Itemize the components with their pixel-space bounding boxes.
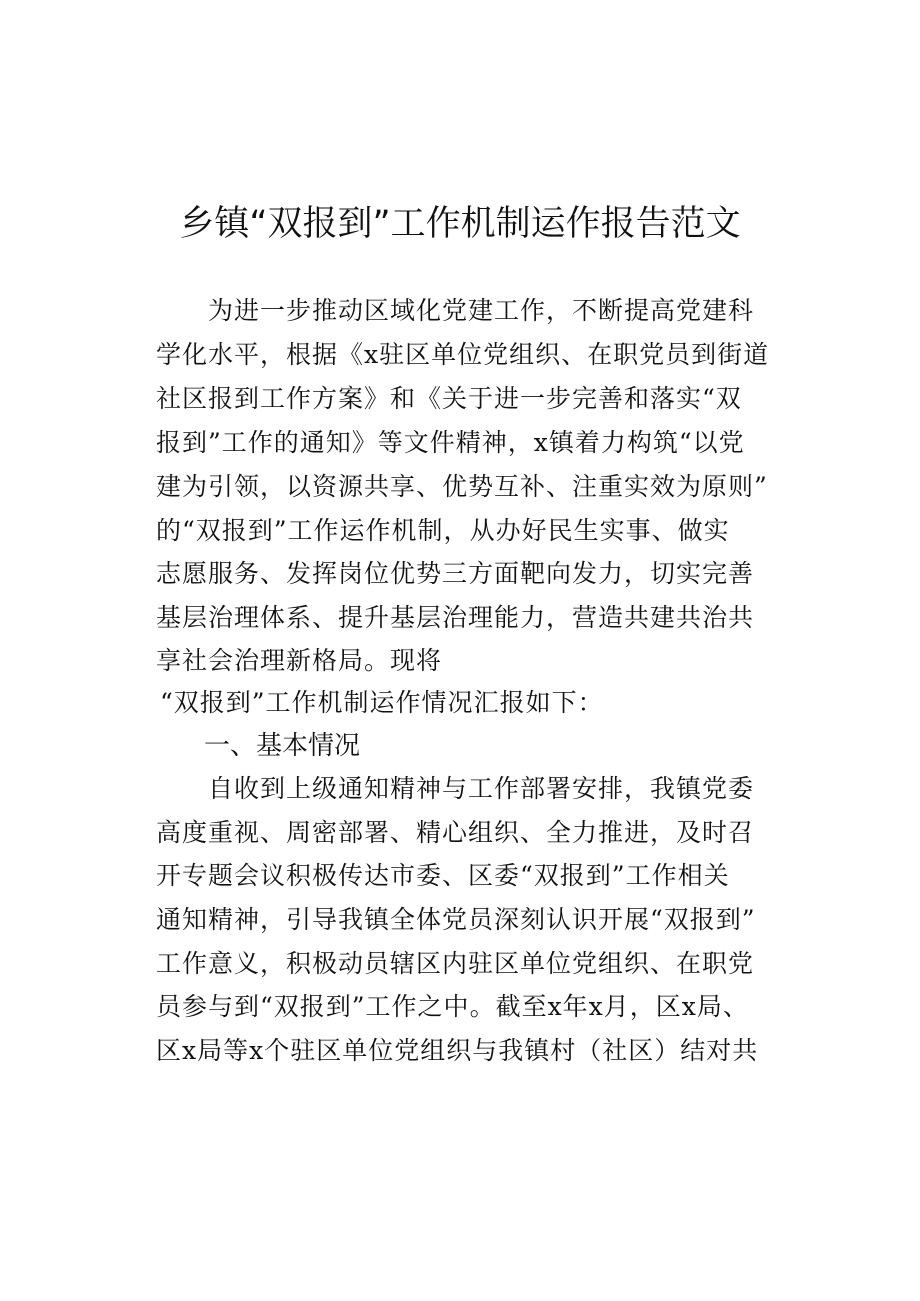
paragraph-line: 高度重视、周密部署、精心组织、全力推进，及时召 <box>156 818 755 847</box>
paragraph-line: 开专题会议积极传达市委、区委“双报到”工作相关 <box>156 861 730 890</box>
paragraph-line: 建为引领，以资源共享、优势互补、注重实效为原则” <box>156 472 768 501</box>
paragraph-line: 基层治理体系、提升基层治理能力，营造共建共治共 <box>156 603 755 632</box>
paragraph-line: 报到”工作的通知》等文件精神，x镇着力构筑“以党 <box>156 428 745 457</box>
paragraph-line: 自收到上级通知精神与工作部署安排，我镇党委 <box>208 774 755 803</box>
paragraph-line: 学化水平，根据《x驻区单位党组织、在职党员到街道 <box>156 340 770 369</box>
paragraph-line: 员参与到“双报到”工作之中。截至x年x月，区x局、 <box>156 992 749 1021</box>
paragraph-line: 工作意义，积极动员辖区内驻区单位党组织、在职党 <box>156 949 755 978</box>
paragraph-line: 志愿服务、发挥岗位优势三方面靶向发力，切实完善 <box>156 559 755 588</box>
section-heading: 一、基本情况 <box>204 731 361 761</box>
paragraph-line: 区x局等x个驻区单位党组织与我镇村（社区）结对共 <box>156 1036 759 1065</box>
paragraph-line: 社区报到工作方案》和《关于进一步完善和落实“双 <box>156 384 742 413</box>
document-title: 乡镇“双报到”工作机制运作报告范文 <box>179 204 741 244</box>
paragraph-line: 为进一步推动区域化党建工作，不断提高党建科 <box>208 296 755 325</box>
paragraph-line: 的“双报到”工作运作机制，从办好民生实事、做实 <box>156 516 730 545</box>
paragraph-line: 通知精神，引导我镇全体党员深刻认识开展“双报到” <box>156 905 756 934</box>
paragraph-line: 享社会治理新格局。现将 <box>156 646 443 675</box>
paragraph-line: “双报到”工作机制运作情况汇报如下： <box>160 688 604 717</box>
